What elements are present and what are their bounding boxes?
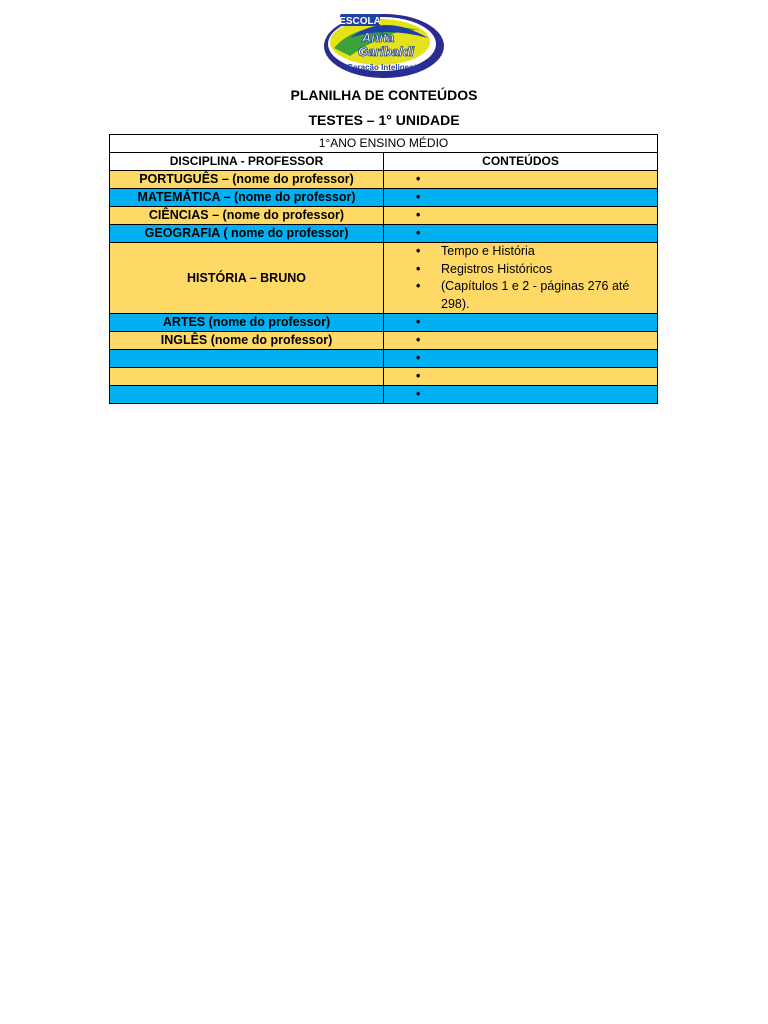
list-item: • Registros Históricos	[388, 261, 653, 279]
table-row	[110, 314, 658, 332]
contents-cell	[384, 171, 658, 189]
header-discipline: DISCIPLINA - PROFESSOR	[110, 153, 384, 171]
contents-list	[388, 368, 653, 385]
page-subtitle: TESTES – 1° UNIDADE	[308, 112, 460, 128]
table-row	[110, 225, 658, 243]
contents-list	[388, 314, 653, 331]
contents-list	[388, 350, 653, 367]
table-row	[110, 386, 658, 404]
discipline-cell	[110, 350, 384, 368]
table-header-row	[110, 153, 658, 171]
school-logo-graphic	[320, 8, 448, 80]
table-caption: 1°ANO ENSINO MÉDIO	[110, 135, 658, 153]
table-row	[110, 243, 658, 314]
contents-table	[109, 134, 658, 404]
list-item: • Tempo e História	[388, 243, 653, 261]
contents-cell	[384, 207, 658, 225]
contents-list	[388, 332, 653, 349]
contents-list	[388, 171, 653, 188]
list-item	[388, 171, 653, 188]
school-logo	[320, 8, 448, 80]
discipline-cell	[110, 368, 384, 386]
contents-list	[388, 386, 653, 403]
contents-cell	[384, 368, 658, 386]
contents-cell	[384, 189, 658, 207]
contents-cell	[384, 350, 658, 368]
discipline-cell: MATEMÁTICA – (nome do professor)	[110, 189, 384, 207]
table-row	[110, 171, 658, 189]
table-row	[110, 368, 658, 386]
list-item	[388, 332, 653, 349]
logo-line1: ESCOLA	[339, 16, 381, 27]
page-title: PLANILHA DE CONTEÚDOS	[290, 87, 478, 103]
table-caption-row	[110, 135, 658, 153]
list-item	[388, 314, 653, 331]
contents-cell	[384, 225, 658, 243]
discipline-cell: ARTES (nome do professor)	[110, 314, 384, 332]
table-row	[110, 350, 658, 368]
list-item	[388, 368, 653, 385]
table-row	[110, 332, 658, 350]
contents-list	[388, 225, 653, 242]
discipline-cell: PORTUGUÊS – (nome do professor)	[110, 171, 384, 189]
list-item	[388, 350, 653, 367]
list-item	[388, 386, 653, 403]
table-row	[110, 207, 658, 225]
logo-line2: Anita	[361, 30, 395, 45]
discipline-cell: CIÊNCIAS – (nome do professor)	[110, 207, 384, 225]
contents-list	[388, 207, 653, 224]
contents-cell	[384, 243, 658, 314]
contents-list	[388, 189, 653, 206]
contents-list	[388, 243, 653, 313]
discipline-cell: HISTÓRIA – BRUNO	[110, 243, 384, 314]
table-row	[110, 189, 658, 207]
contents-cell	[384, 386, 658, 404]
discipline-cell: GEOGRAFIA ( nome do professor)	[110, 225, 384, 243]
contents-cell	[384, 314, 658, 332]
list-item: • (Capítulos 1 e 2 - páginas 276 até 298).	[388, 278, 653, 313]
list-item	[388, 189, 653, 206]
contents-cell	[384, 332, 658, 350]
list-item	[388, 207, 653, 224]
discipline-cell	[110, 386, 384, 404]
logo-line3: Garibaldi	[357, 44, 415, 59]
list-item	[388, 225, 653, 242]
header-contents: CONTEÚDOS	[384, 153, 658, 171]
logo-tagline: Geração Inteligente	[346, 63, 422, 72]
discipline-cell: INGLÊS (nome do professor)	[110, 332, 384, 350]
